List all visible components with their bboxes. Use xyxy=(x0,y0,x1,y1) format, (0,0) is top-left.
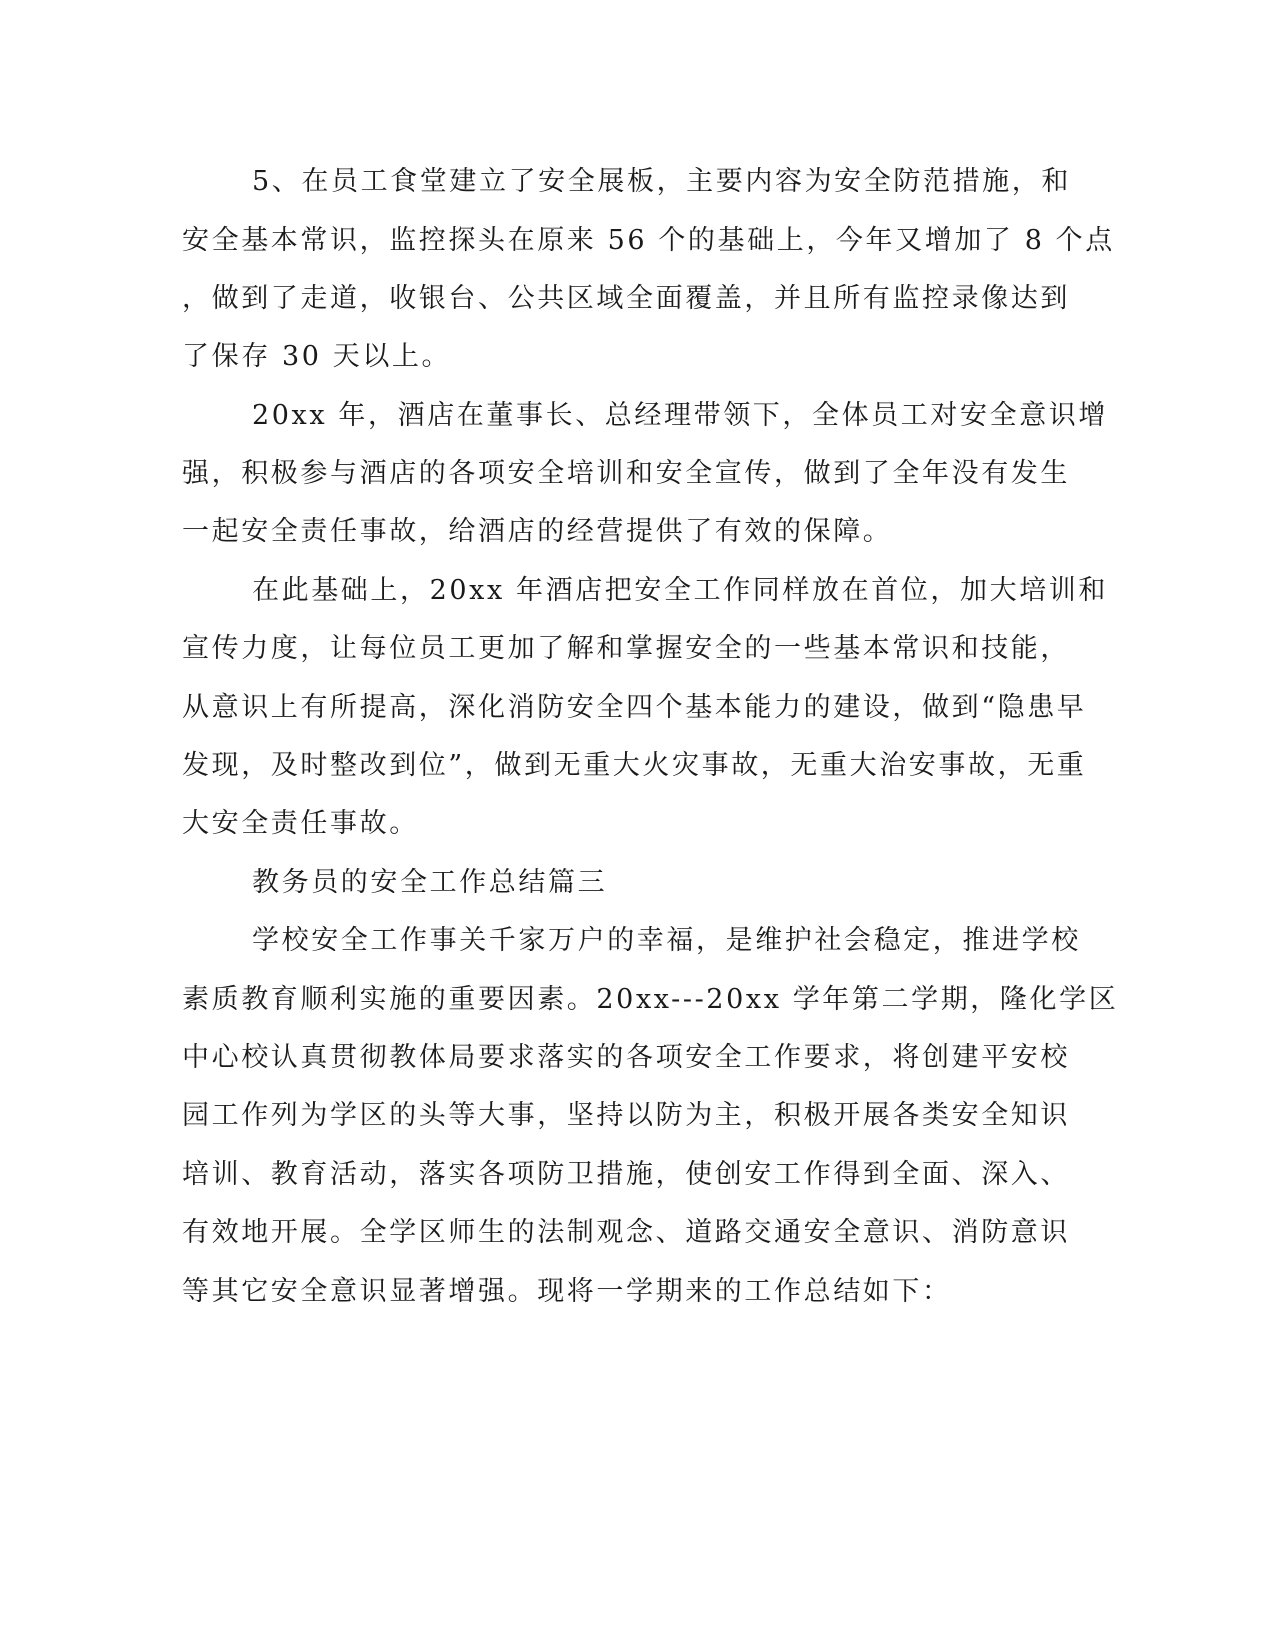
text-line: 一起安全责任事故，给酒店的经营提供了有效的保障。 xyxy=(182,516,893,547)
text-line: 培训、教育活动，落实各项防卫措施，使创安工作得到全面、深入、 xyxy=(182,1159,1070,1190)
text-line: 学校安全工作事关千家万户的幸福，是维护社会稳定，推进学校 xyxy=(252,925,1081,956)
text-line: 强，积极参与酒店的各项安全培训和安全宣传，做到了全年没有发生 xyxy=(182,458,1070,489)
text-line: 园工作列为学区的头等大事，坚持以防为主，积极开展各类安全知识 xyxy=(182,1100,1070,1131)
text-line: 5、在员工食堂建立了安全展板，主要内容为安全防范措施，和 xyxy=(252,166,1071,197)
text-line: 安全基本常识，监控探头在原来 56 个的基础上，今年又增加了 8 个点 xyxy=(182,225,1115,256)
text-line: 中心校认真贯彻教体局要求落实的各项安全工作要求，将创建平安校 xyxy=(182,1042,1070,1073)
text-line: 宣传力度，让每位员工更加了解和掌握安全的一些基本常识和技能， xyxy=(182,633,1070,664)
text-line: 从意识上有所提高，深化消防安全四个基本能力的建设，做到“隐患早 xyxy=(182,692,1087,723)
text-line: 发现，及时整改到位”，做到无重大火灾事故，无重大治安事故，无重 xyxy=(182,750,1087,781)
text-line: ，做到了走道，收银台、公共区域全面覆盖，并且所有监控录像达到 xyxy=(182,283,1070,314)
text-line: 了保存 30 天以上。 xyxy=(182,341,452,372)
text-line: 素质教育顺利实施的重要因素。20xx---20xx 学年第二学期，隆化学区 xyxy=(182,984,1119,1015)
text-line: 大安全责任事故。 xyxy=(182,808,419,839)
text-line: 20xx 年，酒店在董事长、总经理带领下，全体员工对安全意识增 xyxy=(252,400,1108,431)
text-line: 等其它安全意识显著增强。现将一学期来的工作总结如下： xyxy=(182,1276,952,1307)
section-heading: 教务员的安全工作总结篇三 xyxy=(252,867,608,898)
text-line: 有效地开展。全学区师生的法制观念、道路交通安全意识、消防意识 xyxy=(182,1217,1070,1248)
text-line: 在此基础上，20xx 年酒店把安全工作同样放在首位，加大培训和 xyxy=(252,575,1108,606)
